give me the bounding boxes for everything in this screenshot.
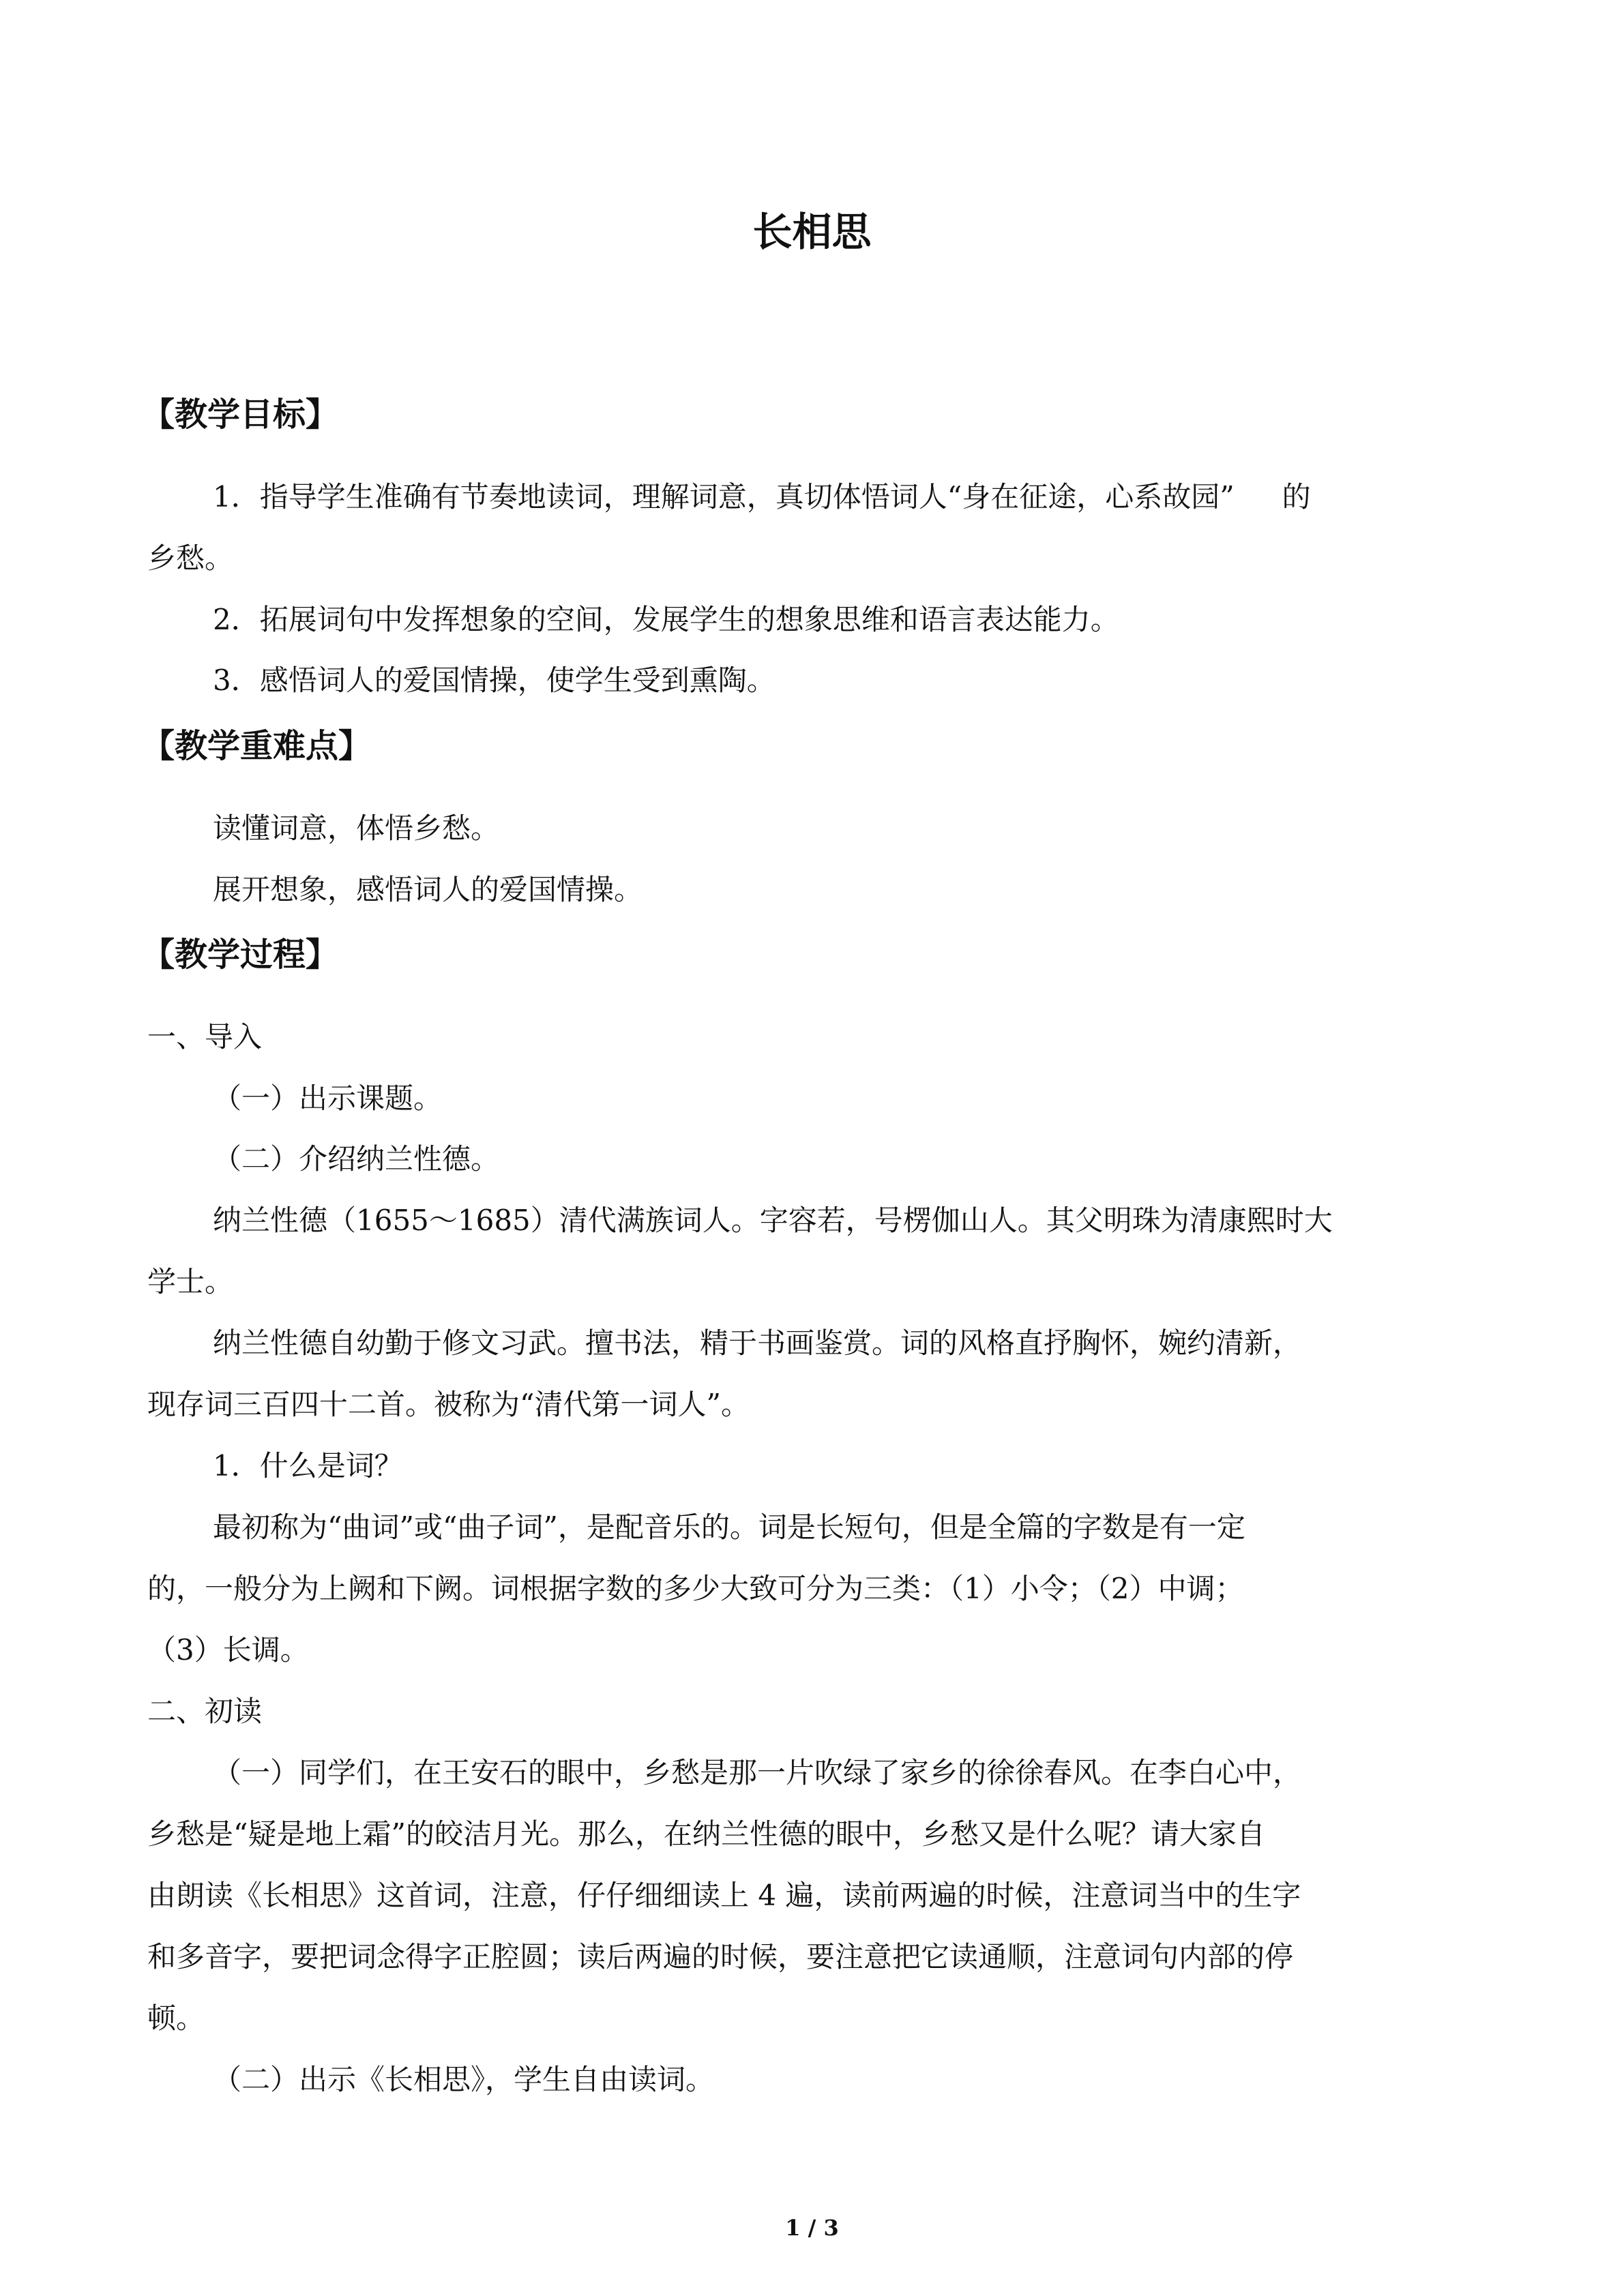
part-1-para-3-line-3: （3）长调。	[147, 1633, 309, 1667]
key-point-2: 展开想象，感悟词人的爱国情操。	[213, 873, 643, 906]
part-1-para-2-line-1: 纳兰性德自幼勤于修文习武。擅书法，精于书画鉴赏。词的风格直抒胸怀，婉约清新，	[213, 1326, 1302, 1360]
key-point-1: 读懂词意，体悟乡愁。	[213, 811, 500, 845]
part-1-sub-2: （二）介绍纳兰性德。	[213, 1142, 500, 1176]
part-1-para-3-line-2: 的，一般分为上阙和下阙。词根据字数的多少大致可分为三类：（1）小令；（2）中调；	[147, 1572, 1244, 1605]
document-title: 长相思	[752, 209, 872, 255]
section-heading-process: 【教学过程】	[142, 936, 339, 974]
part-2-para-1-line-5: 顿。	[147, 2001, 205, 2035]
goal-1-line-2: 乡愁。	[147, 541, 234, 575]
goal-2: 2．拓展词句中发挥想象的空间，发展学生的想象思维和语言表达能力。	[213, 603, 1119, 636]
goal-1-text: 1．指导学生准确有节奏地读词，理解词意，真切体悟词人“身在征途，心系故园”	[213, 480, 1235, 513]
part-1-question-1: 1．什么是词？	[213, 1449, 403, 1482]
goal-1-tail: 的	[1282, 480, 1311, 513]
part-2-sub-2: （二）出示《长相思》，学生自由读词。	[213, 2063, 715, 2096]
section-heading-goals: 【教学目标】	[142, 396, 339, 434]
part-1-para-1-line-1: 纳兰性德（1655～1685）清代满族词人。字容若，号楞伽山人。其父明珠为清康熙时大	[213, 1204, 1333, 1237]
part-1-sub-1: （一）出示课题。	[213, 1082, 443, 1115]
goal-3: 3．感悟词人的爱国情操，使学生受到熏陶。	[213, 664, 776, 697]
section-heading-key-points: 【教学重难点】	[142, 727, 372, 765]
part-1-para-3-line-1: 最初称为“曲词”或“曲子词”，是配音乐的。词是长短句，但是全篇的字数是有一定	[213, 1510, 1245, 1544]
part-1-para-2-line-2: 现存词三百四十二首。被称为“清代第一词人”。	[147, 1388, 750, 1421]
part-2-para-1-line-2: 乡愁是“疑是地上霜”的皎洁月光。那么，在纳兰性德的眼中，乡愁又是什么呢？请大家自	[147, 1817, 1265, 1851]
part-2-title: 二、初读	[147, 1695, 263, 1728]
page-number: 1 / 3	[785, 2215, 839, 2241]
part-1-title: 一、导入	[147, 1020, 263, 1054]
part-2-para-1-line-4: 和多音字，要把词念得字正腔圆；读后两遍的时候，要注意把它读通顺，注意词句内部的停	[147, 1940, 1294, 1973]
part-1-para-1-line-2: 学士。	[147, 1265, 234, 1298]
part-2-para-1-line-3: 由朗读《长相思》这首词，注意，仔仔细细读上 4 遍，读前两遍的时候，注意词当中的生字	[147, 1879, 1301, 1912]
goal-1-line-1	[213, 477, 1311, 518]
part-2-para-1-line-1: （一）同学们，在王安石的眼中，乡愁是那一片吹绿了家乡的徐徐春风。在李白心中，	[213, 1756, 1302, 1789]
